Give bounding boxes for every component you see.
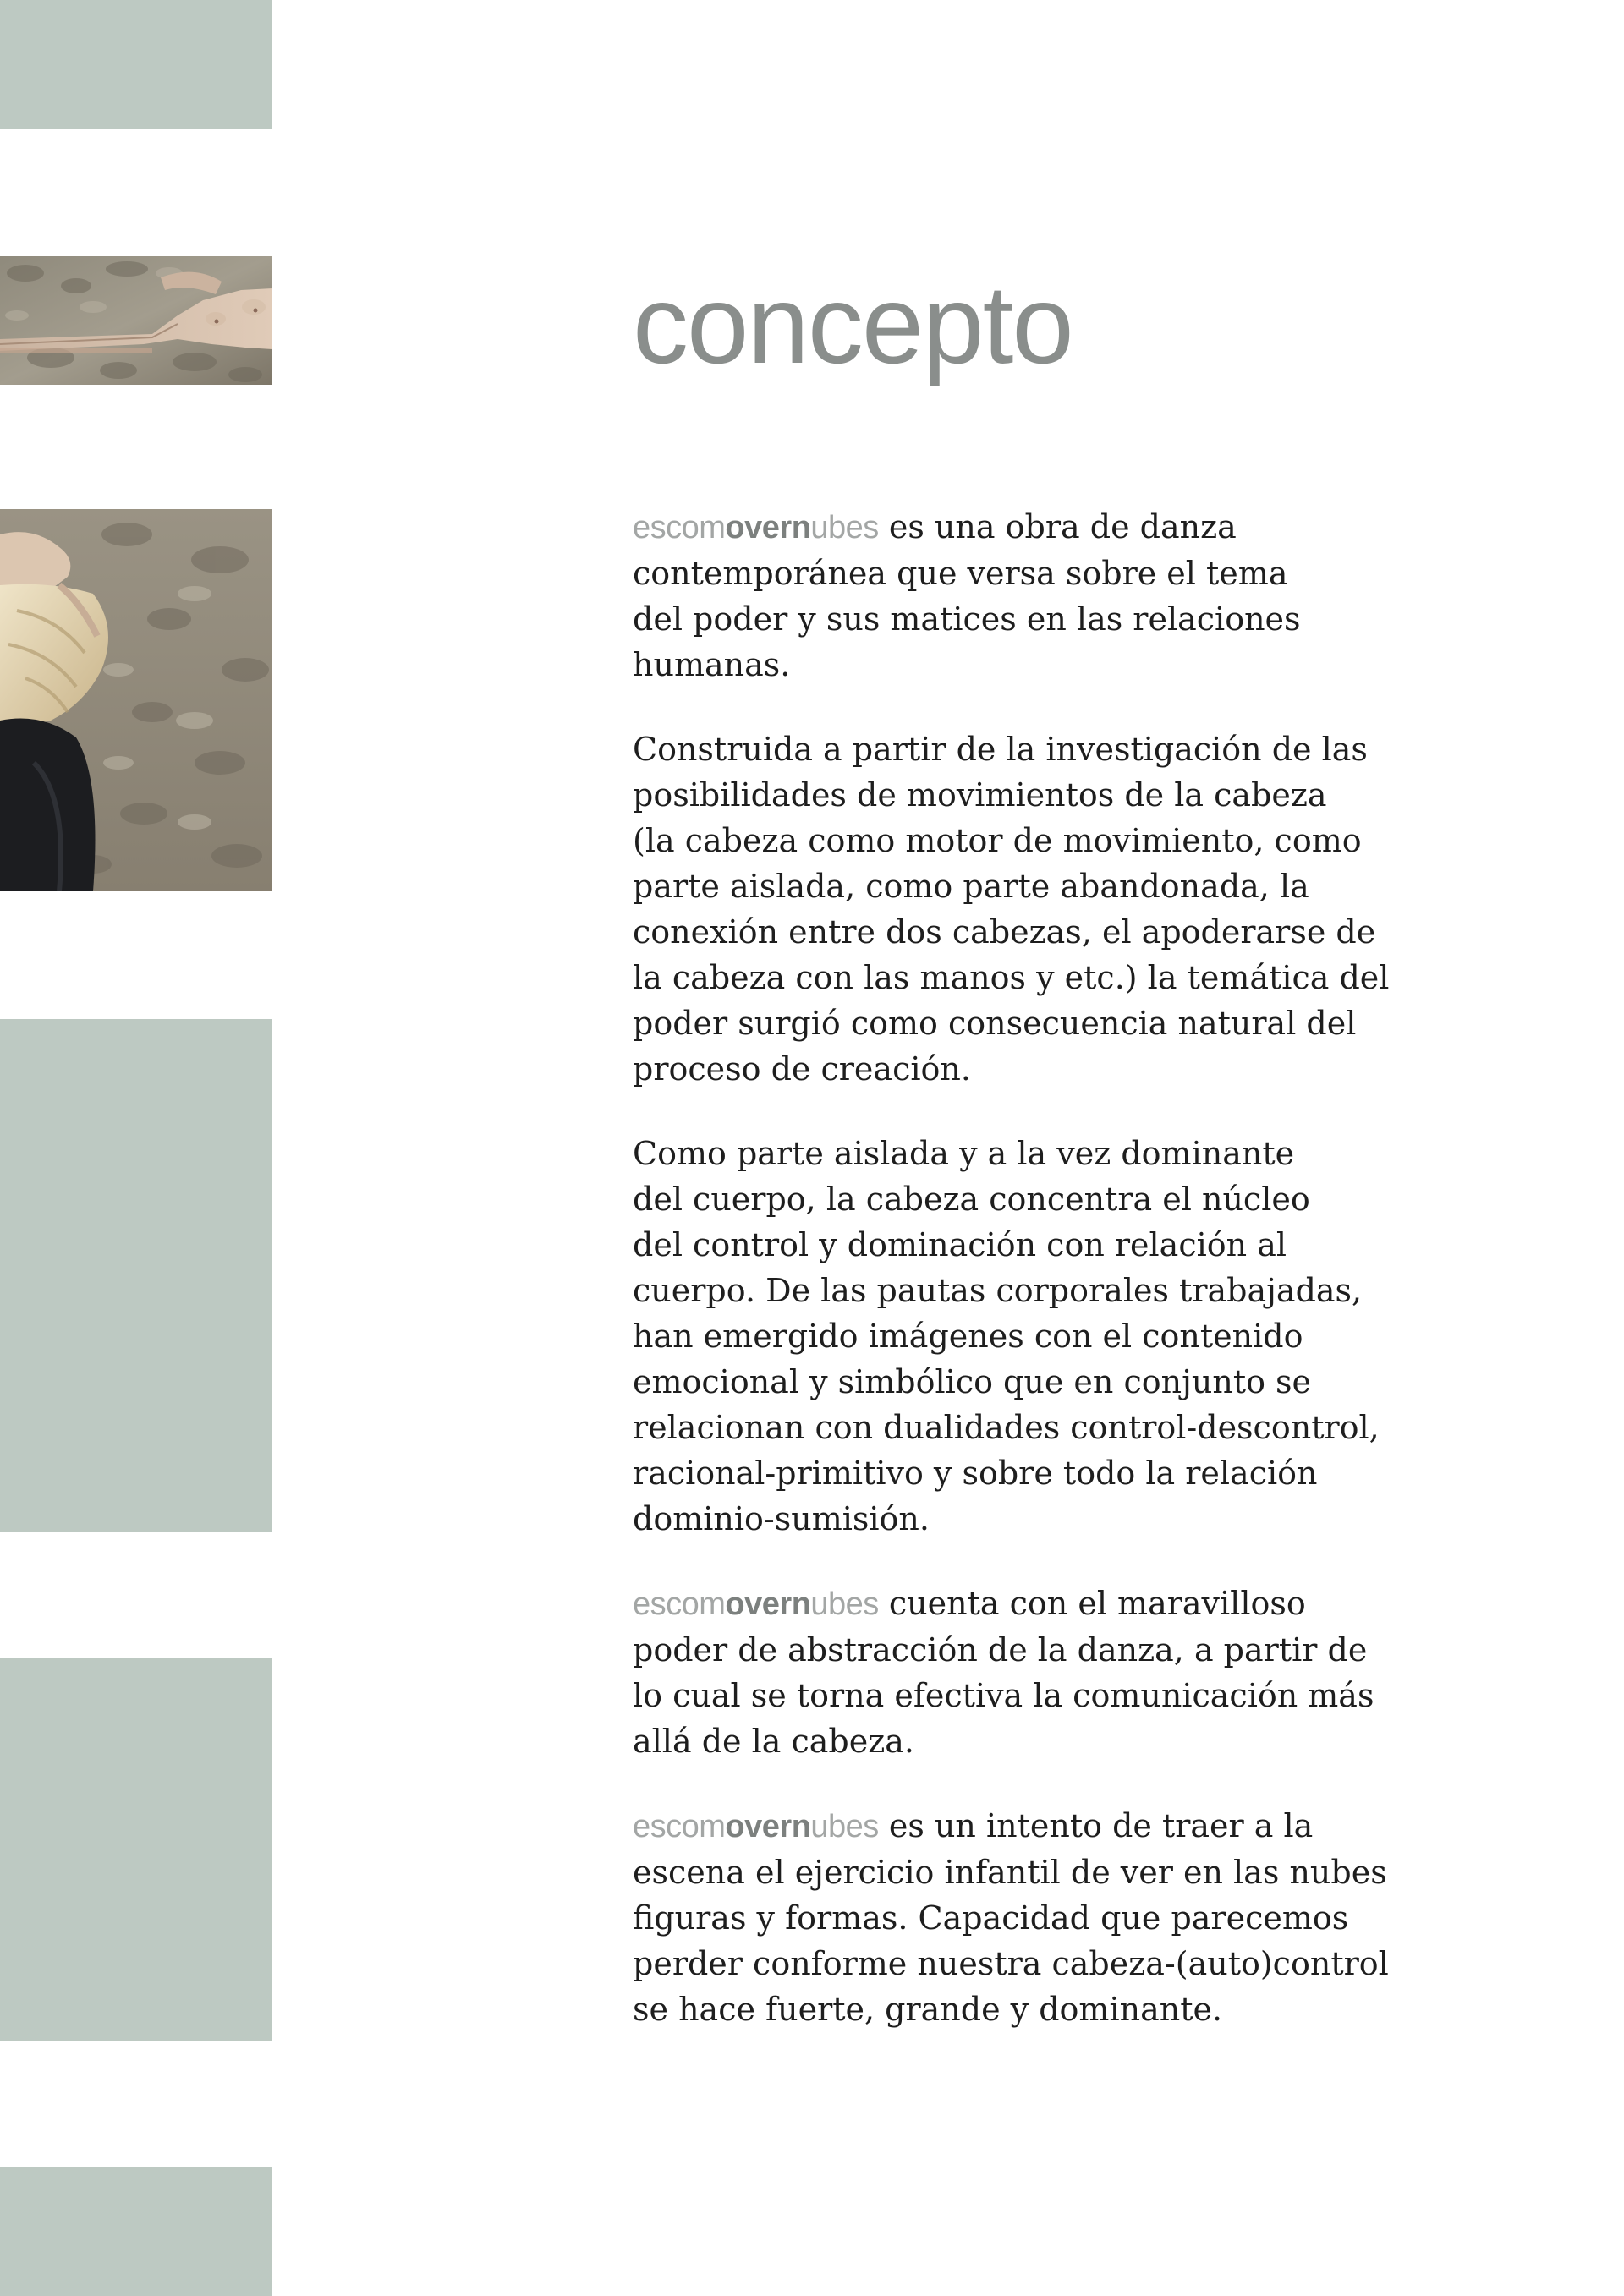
side-color-block-2 <box>0 1019 272 1532</box>
paragraph-line: escena el ejercicio infantil de ver en las nubes <box>633 1854 1387 1891</box>
paragraph-line: han emergido imágenes con el contenido <box>633 1318 1303 1355</box>
side-color-block-1 <box>0 0 272 129</box>
side-color-block-3 <box>0 1658 272 2041</box>
photo-reclining-figure <box>0 256 272 385</box>
paragraph-line: Construida a partir de la investigación de las <box>633 731 1368 768</box>
paragraph-line: escomovernubes es un intento de traer a la <box>633 1807 1314 1844</box>
paragraph-line: lo cual se torna efectiva la comunicación más <box>633 1677 1374 1714</box>
paragraph-line: emocional y simbólico que en conjunto se <box>633 1363 1312 1400</box>
paragraph-line: poder surgió como consecuencia natural del <box>633 1005 1357 1042</box>
paragraph-line: proceso de creación. <box>633 1050 971 1088</box>
side-color-block-4 <box>0 2167 272 2296</box>
paragraph-line: del control y dominación con relación al <box>633 1226 1287 1263</box>
paragraph-line: racional-primitivo y sobre todo la relación <box>633 1455 1318 1492</box>
paragraph-line: humanas. <box>633 646 791 683</box>
paragraph-4 <box>633 1581 1377 1764</box>
paragraph-line: (la cabeza como motor de movimiento, como <box>633 822 1362 859</box>
photo-head-tilted-back-graphic <box>0 509 272 891</box>
brand-wordmark: escomovernubes <box>633 510 879 545</box>
paragraph-5 <box>633 1803 1389 2032</box>
paragraph-line: dominio-sumisión. <box>633 1500 930 1537</box>
paragraph-line: cuerpo. De las pautas corporales trabajadas, <box>633 1272 1363 1309</box>
paragraph-line: posibilidades de movimientos de la cabeza <box>633 776 1327 814</box>
paragraph-line: poder de abstracción de la danza, a partir de <box>633 1631 1368 1669</box>
paragraph-2 <box>633 726 1390 1092</box>
paragraph-line: perder conforme nuestra cabeza-(auto)control <box>633 1945 1389 1982</box>
brand-wordmark: escomovernubes <box>633 1809 879 1844</box>
paragraph-line: conexión entre dos cabezas, el apoderarse de <box>633 913 1376 951</box>
paragraph-line: contemporánea que versa sobre el tema <box>633 555 1288 592</box>
paragraph-line: del poder y sus matices en las relaciones <box>633 600 1301 638</box>
paragraph-line: allá de la cabeza. <box>633 1723 914 1760</box>
concept-body <box>633 504 1390 2071</box>
paragraph-line: figuras y formas. Capacidad que parecemos <box>633 1899 1349 1937</box>
photo-reclining-figure-graphic <box>0 256 272 385</box>
page-title: concepto <box>633 262 1073 386</box>
paragraph-1 <box>633 504 1377 688</box>
paragraph-line: se hace fuerte, grande y dominante. <box>633 1991 1223 2028</box>
paragraph-line: Como parte aislada y a la vez dominante <box>633 1135 1295 1172</box>
paragraph-line: escomovernubes es una obra de danza <box>633 508 1237 545</box>
paragraph-3 <box>633 1131 1380 1542</box>
paragraph-line: la cabeza con las manos y etc.) la temática del <box>633 959 1390 996</box>
paragraph-line: parte aislada, como parte abandonada, la <box>633 868 1309 905</box>
paragraph-line: escomovernubes cuenta con el maravilloso <box>633 1585 1306 1622</box>
photo-head-tilted-back <box>0 509 272 891</box>
brand-wordmark: escomovernubes <box>633 1586 879 1622</box>
paragraph-line: relacionan con dualidades control-descontrol, <box>633 1409 1380 1446</box>
paragraph-line: del cuerpo, la cabeza concentra el núcleo <box>633 1181 1310 1218</box>
